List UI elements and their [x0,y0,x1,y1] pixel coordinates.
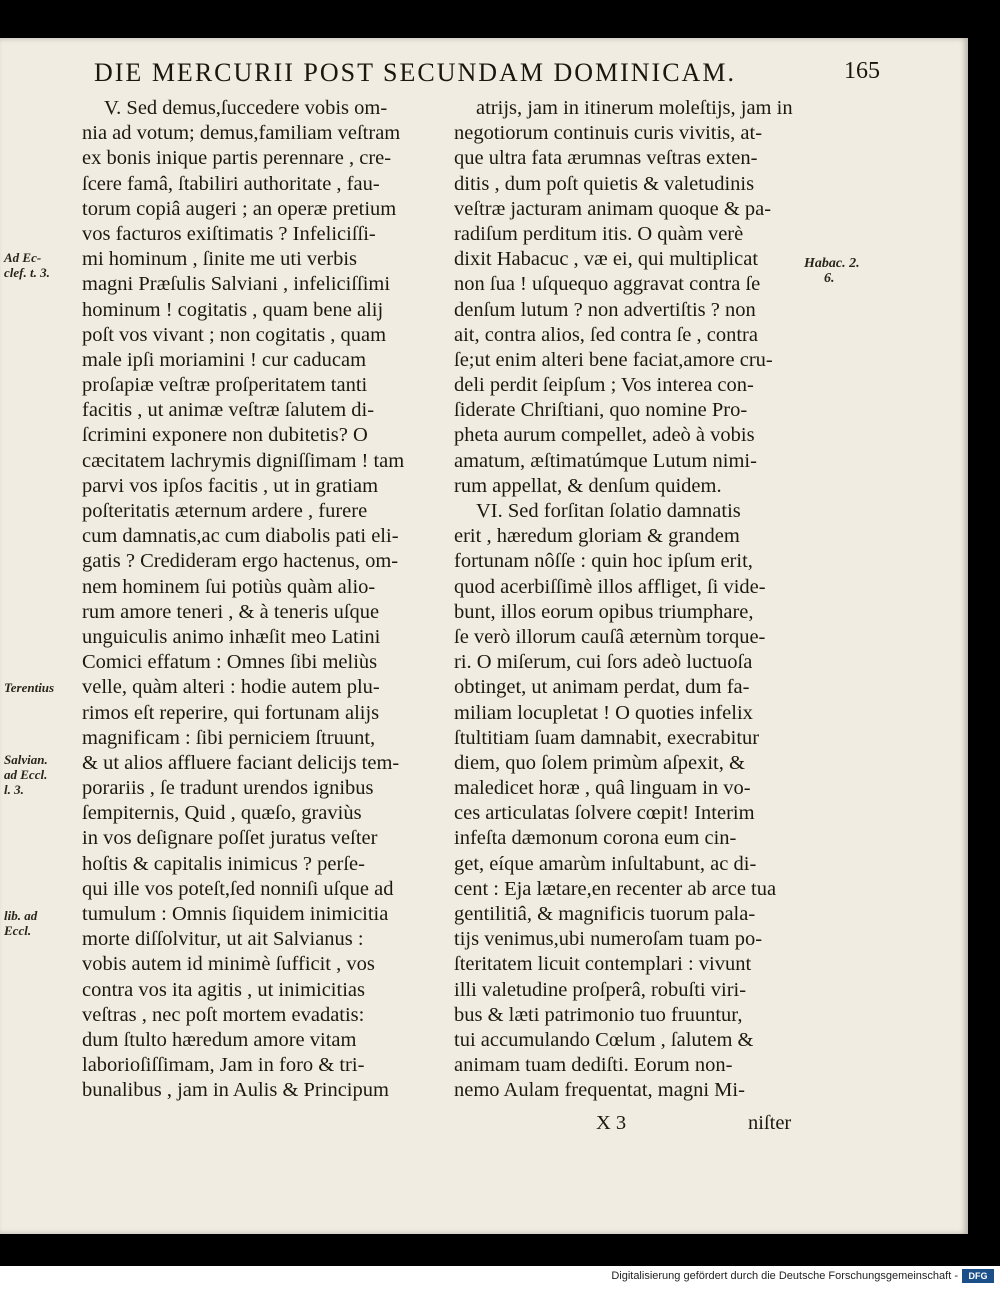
text-line: rum amore teneri , & à teneris uſque [82,600,380,623]
text-line: non ſua ! uſquequo aggravat contra ſe [454,273,761,296]
text-line: ex bonis inique partis perennare , cre- [82,147,392,170]
dfg-credit-text: Digitalisierung gefördert durch die Deutsche Forschungsgemeinschaft - [611,1270,958,1282]
text-line: cent : Eja lætare,en recenter ab arce tua [454,877,777,900]
text-line: gentilitiâ, & magnificis tuorum pala- [454,903,756,925]
text-line: ſtultitiam ſuam damnabit, execrabitur [454,726,760,749]
text-line: vobis autem id minimè ſufficit , vos [82,953,375,976]
text-line: proſapiæ veſtræ proſperitatem tanti [82,374,368,397]
margin-note-terentius: Terentius [4,680,55,695]
scan-border-right [968,38,1000,1234]
text-line: morte diſſolvitur, ut ait Salvianus : [82,928,364,951]
text-line: radiſum perditum itis. O quàm verè [454,222,744,245]
text-line: amatum, æſtimatúmque Lutum nimi- [454,449,757,472]
text-line: magnificam : ſibi perniciem ſtruunt, [82,726,376,749]
text-line: laborioſiſſimam, Jam in foro & tri- [82,1054,365,1077]
digitization-credit-bar [0,1266,1000,1289]
text-line: contra vos ita agitis , ut inimicitias [82,978,365,1001]
text-line: ſcere famâ, ſtabiliri authoritate , fau- [82,172,380,195]
text-line: dum ſtulto hæredum amore vitam [82,1028,357,1051]
text-line: ditis , dum poſt quietis & valetudinis [454,172,755,195]
margin-note-ad-eccl: Ad Ec- clef. t. 3. [4,250,50,280]
text-line: hoſtis & capitalis inimicus ? perſe- [82,852,365,875]
text-line: illi valetudine proſperâ, robuſti viri- [454,978,747,1001]
text-line: maledicet horæ , quâ linguam in vo- [454,777,751,800]
text-line: atrijs, jam in itinerum moleſtijs, jam in [476,97,793,119]
text-line: fortunam nôſſe : quin hoc ipſum erit, [454,550,753,573]
text-line: infeſta dæmonum corona eum cin- [454,827,737,850]
text-line: ſe verò illorum cauſâ æternùm torque- [454,625,766,648]
text-line: dixit Habacuc , væ ei, qui multiplicat [454,248,759,271]
text-line: bus & læti patrimonio tuo fruuntur, [454,1003,743,1026]
text-line: poſt vos vivant ; non cogitatis , quam [82,323,387,346]
scan-border-top [0,0,1000,38]
text-line: tumulum : Omnis ſiquidem inimicitia [82,903,389,925]
text-line: animam tuam dediſti. Eorum non- [454,1054,733,1077]
text-line: que ultra fata ærumnas veſtras exten- [454,147,758,170]
text-line: quod acerbiſſimè illos affliget, ſi vide- [454,575,766,598]
text-line: ſiderate Chriſtiani, quo nomine Pro- [454,399,748,422]
text-line: nemo Aulam frequentat, magni Mi- [454,1079,745,1102]
text-line: veſtræ jacturam animam quoque & pa- [454,197,772,220]
text-line: magni Præſulis Salviani , infeliciſſimi [82,273,391,296]
text-line: nia ad votum; demus,familiam veſtram [82,122,401,145]
text-line: cæcitatem lachrymis digniſſimam ! tam [82,449,405,472]
text-line: unguiculis animo inhæſit meo Latini [82,625,381,648]
text-line: ait, contra alios, ſed contra ſe , contra [454,323,758,346]
text-line: poſteritatis æternum ardere , furere [82,500,368,522]
text-line: veſtras , nec poſt mortem evadatis: [82,1003,365,1026]
text-line: obtinget, ut animam perdat, dum fa- [454,676,750,699]
page-number: 165 [844,58,880,84]
margin-note-lib-ad-eccl: lib. ad Eccl. [4,908,38,938]
text-line: ſempiternis, Quid , quæſo, graviùs [82,802,362,825]
text-line: vos facturos exiſtimatis ? Infeliciſſi- [82,222,376,245]
text-line: gatis ? Credideram ergo hactenus, om- [82,550,399,573]
text-line: miliam locupletat ! O quoties infelix [454,701,753,724]
text-line: negotiorum continuis curis vivitis, at- [454,122,763,145]
text-line: tijs venimus,ubi numeroſam tuam po- [454,928,763,951]
text-line: diem, quo ſolem primùm aſpexit, & [454,751,745,774]
text-line: torum copiâ augeri ; an operæ pretium [82,197,397,220]
text-line: rimos eſt reperire, qui fortunam alijs [82,701,380,724]
text-line: bunalibus , jam in Aulis & Principum [82,1079,389,1102]
scan-border-bottom [0,1234,1000,1266]
text-line: VI. Sed forſitan ſolatio damnatis [476,500,741,522]
text-line: & ut alios affluere faciant delicijs tem- [82,751,400,774]
margin-note-habac: Habac. 2. 6. [804,256,860,286]
left-text-column [82,96,432,1104]
text-line: ſteritatem licuit contemplari : vivunt [454,953,752,976]
running-header [94,58,894,88]
running-title: DIE MERCURII POST SECUNDAM DOMINICAM. [94,58,736,87]
catchword: niſter [748,1112,792,1134]
text-line: ces articulatas ſolvere cœpit! Interim [454,802,755,825]
text-line: velle, quàm alteri : hodie autem plu- [82,676,380,699]
text-line: Comici effatum : Omnes ſibi meliùs [82,651,378,674]
text-line: in vos deſignare poſſet juratus veſter [82,827,378,850]
text-line: nem hominem ſui potiùs quàm alio- [82,575,376,598]
text-line: bunt, illos eorum opibus triumphare, [454,600,754,623]
text-line: tui accumulando Cœlum , ſalutem & [454,1028,754,1051]
text-line: porariis , ſe tradunt urendos ignibus [82,777,374,800]
text-line: parvi vos ipſos facitis , ut in gratiam [82,474,379,497]
text-line: erit , hæredum gloriam & grandem [454,525,740,548]
text-line: get, eíque amarùm inſultabunt, ac di- [454,852,757,875]
margin-note-salvian: Salvian. ad Eccl. l. 3. [4,752,48,797]
text-line: deli perdit ſeipſum ; Vos interea con- [454,374,754,397]
text-line: denſum lutum ? non advertiſtis ? non [454,298,756,321]
right-text-column [454,96,796,1104]
text-line: facitis , ut animæ veſtræ ſalutem di- [82,399,375,422]
dfg-logo[interactable]: DFG [962,1269,994,1283]
text-line: ri. O miſerum, cui ſors adeò luctuoſa [454,651,753,674]
text-line: mi hominum , ſinite me uti verbis [82,248,358,271]
text-line: qui ille vos poteſt,ſed nonniſi uſque ad [82,877,394,900]
text-line: cum damnatis,ac cum diabolis pati eli- [82,525,399,548]
text-line: rum appellat, & denſum quidem. [454,474,722,497]
text-line: ſe;ut enim alteri bene faciat,amore cru- [454,348,773,371]
text-line: ſcrimini exponere non dubitetis? O [82,424,368,447]
signature-mark: X 3 [596,1112,627,1134]
text-line: V. Sed demus,ſuccedere vobis om- [104,97,388,119]
text-line: male ipſi moriamini ! cur caducam [82,348,367,371]
text-line: pheta aurum compellet, adeò à vobis [454,424,755,447]
text-line: hominum ! cogitatis , quam bene alij [82,298,384,321]
